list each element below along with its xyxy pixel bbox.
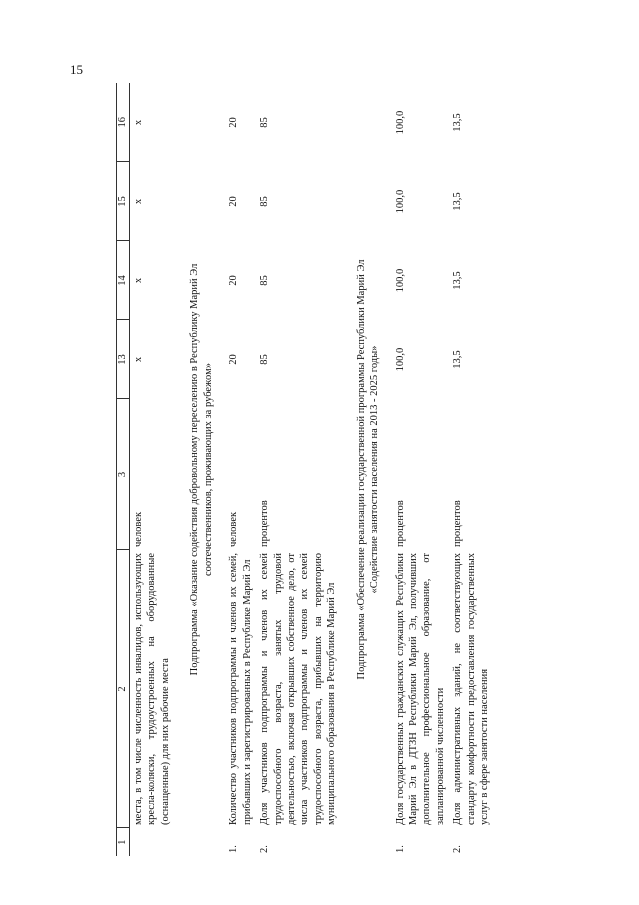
value-13: 100,0 bbox=[394, 347, 406, 372]
table-row bbox=[225, 83, 256, 856]
indicator-name: Доля государственных гражданских служащих Республики Марий Эл в ДТЗН Республики Марий Эл, получивших дополнительное профессиональное образование, от запланированной численности bbox=[394, 553, 446, 825]
header-cell-16: 16 bbox=[117, 83, 130, 162]
indicator-name: места, в том числе численность инвалидов, использующих кресла-коляски, трудоустроенных на оборудованные (оснащенные) для них рабочие места bbox=[133, 553, 171, 825]
row-number: 1. bbox=[228, 845, 240, 853]
table-row bbox=[130, 83, 175, 856]
subprogram-title-row bbox=[341, 83, 392, 856]
value-15: 13,5 bbox=[452, 192, 464, 211]
unit: процентов bbox=[452, 500, 464, 547]
value-16: 13,5 bbox=[452, 113, 464, 132]
rotated-table-container bbox=[116, 83, 516, 856]
header-cell-1: 1 bbox=[117, 828, 130, 856]
header-cell-2: 2 bbox=[117, 550, 130, 828]
value-13: x bbox=[133, 356, 144, 363]
page-number: 15 bbox=[70, 62, 83, 77]
value-16: 100,0 bbox=[394, 110, 406, 135]
value-14: 13,5 bbox=[452, 271, 464, 290]
table-row bbox=[256, 83, 341, 856]
value-16: x bbox=[133, 119, 144, 126]
value-14: x bbox=[133, 277, 144, 284]
header-cell-15: 15 bbox=[117, 162, 130, 241]
header-cell-3: 3 bbox=[117, 399, 130, 550]
table-row bbox=[449, 83, 493, 856]
subprogram-title-line-2: «Содействие занятости населения на 2013 - 2025 годы» bbox=[369, 345, 381, 594]
value-14: 100,0 bbox=[394, 268, 406, 293]
indicator-name: Доля административных зданий, не соответствующих стандарту комфортности предоставления государственных услуг в сфере занятости населения bbox=[452, 553, 491, 825]
subprogram-title-line-1: Подпрограмма «Обеспечение реализации государственной программы Республики Марий Эл bbox=[355, 259, 367, 680]
header-row bbox=[117, 83, 130, 856]
row-number bbox=[130, 828, 175, 856]
value-15: x bbox=[133, 198, 144, 205]
value-15: 100,0 bbox=[394, 189, 406, 214]
row-number: 2. bbox=[259, 845, 271, 853]
value-13: 13,5 bbox=[452, 350, 464, 369]
value-14: 85 bbox=[259, 275, 271, 286]
indicator-name: Доля участников подпрограммы и членов их семей трудоспособного возраста, занятых трудовой деятельностью, включая открывших собственное дело, от числа участников подпрограммы и членов их семей трудоспособного возраста, прибывших на территорию муниципального образования в Республике Марий Эл bbox=[259, 553, 338, 825]
subprogram-title bbox=[341, 83, 392, 856]
value-13: 20 bbox=[228, 354, 240, 365]
unit: человек bbox=[228, 511, 240, 547]
value-14: 20 bbox=[228, 275, 240, 286]
value-15: 85 bbox=[259, 196, 271, 207]
row-number: 2. bbox=[452, 845, 464, 853]
unit: человек bbox=[133, 511, 144, 547]
header-cell-13: 13 bbox=[117, 320, 130, 399]
unit: процентов bbox=[259, 500, 271, 547]
value-13: 85 bbox=[259, 354, 271, 365]
subprogram-title-line-1: Подпрограмма «Оказание содействия добровольному переселению в Республику Марий Эл bbox=[189, 263, 201, 676]
value-15: 20 bbox=[228, 196, 240, 207]
indicator-name: Количество участников подпрограммы и членов их семей, прибывших и зарегистрированных в Республике Марий Эл bbox=[228, 553, 253, 825]
row-number: 1. bbox=[394, 845, 406, 853]
table-row bbox=[392, 83, 450, 856]
value-16: 85 bbox=[259, 117, 271, 128]
subprogram-title-line-2: соотечественников, проживающих за рубежом» bbox=[202, 363, 214, 576]
unit: процентов bbox=[394, 500, 406, 547]
subprogram-title bbox=[174, 83, 225, 856]
header-cell-14: 14 bbox=[117, 241, 130, 320]
indicators-table bbox=[116, 83, 494, 856]
subprogram-title-row bbox=[174, 83, 225, 856]
value-16: 20 bbox=[228, 117, 240, 128]
